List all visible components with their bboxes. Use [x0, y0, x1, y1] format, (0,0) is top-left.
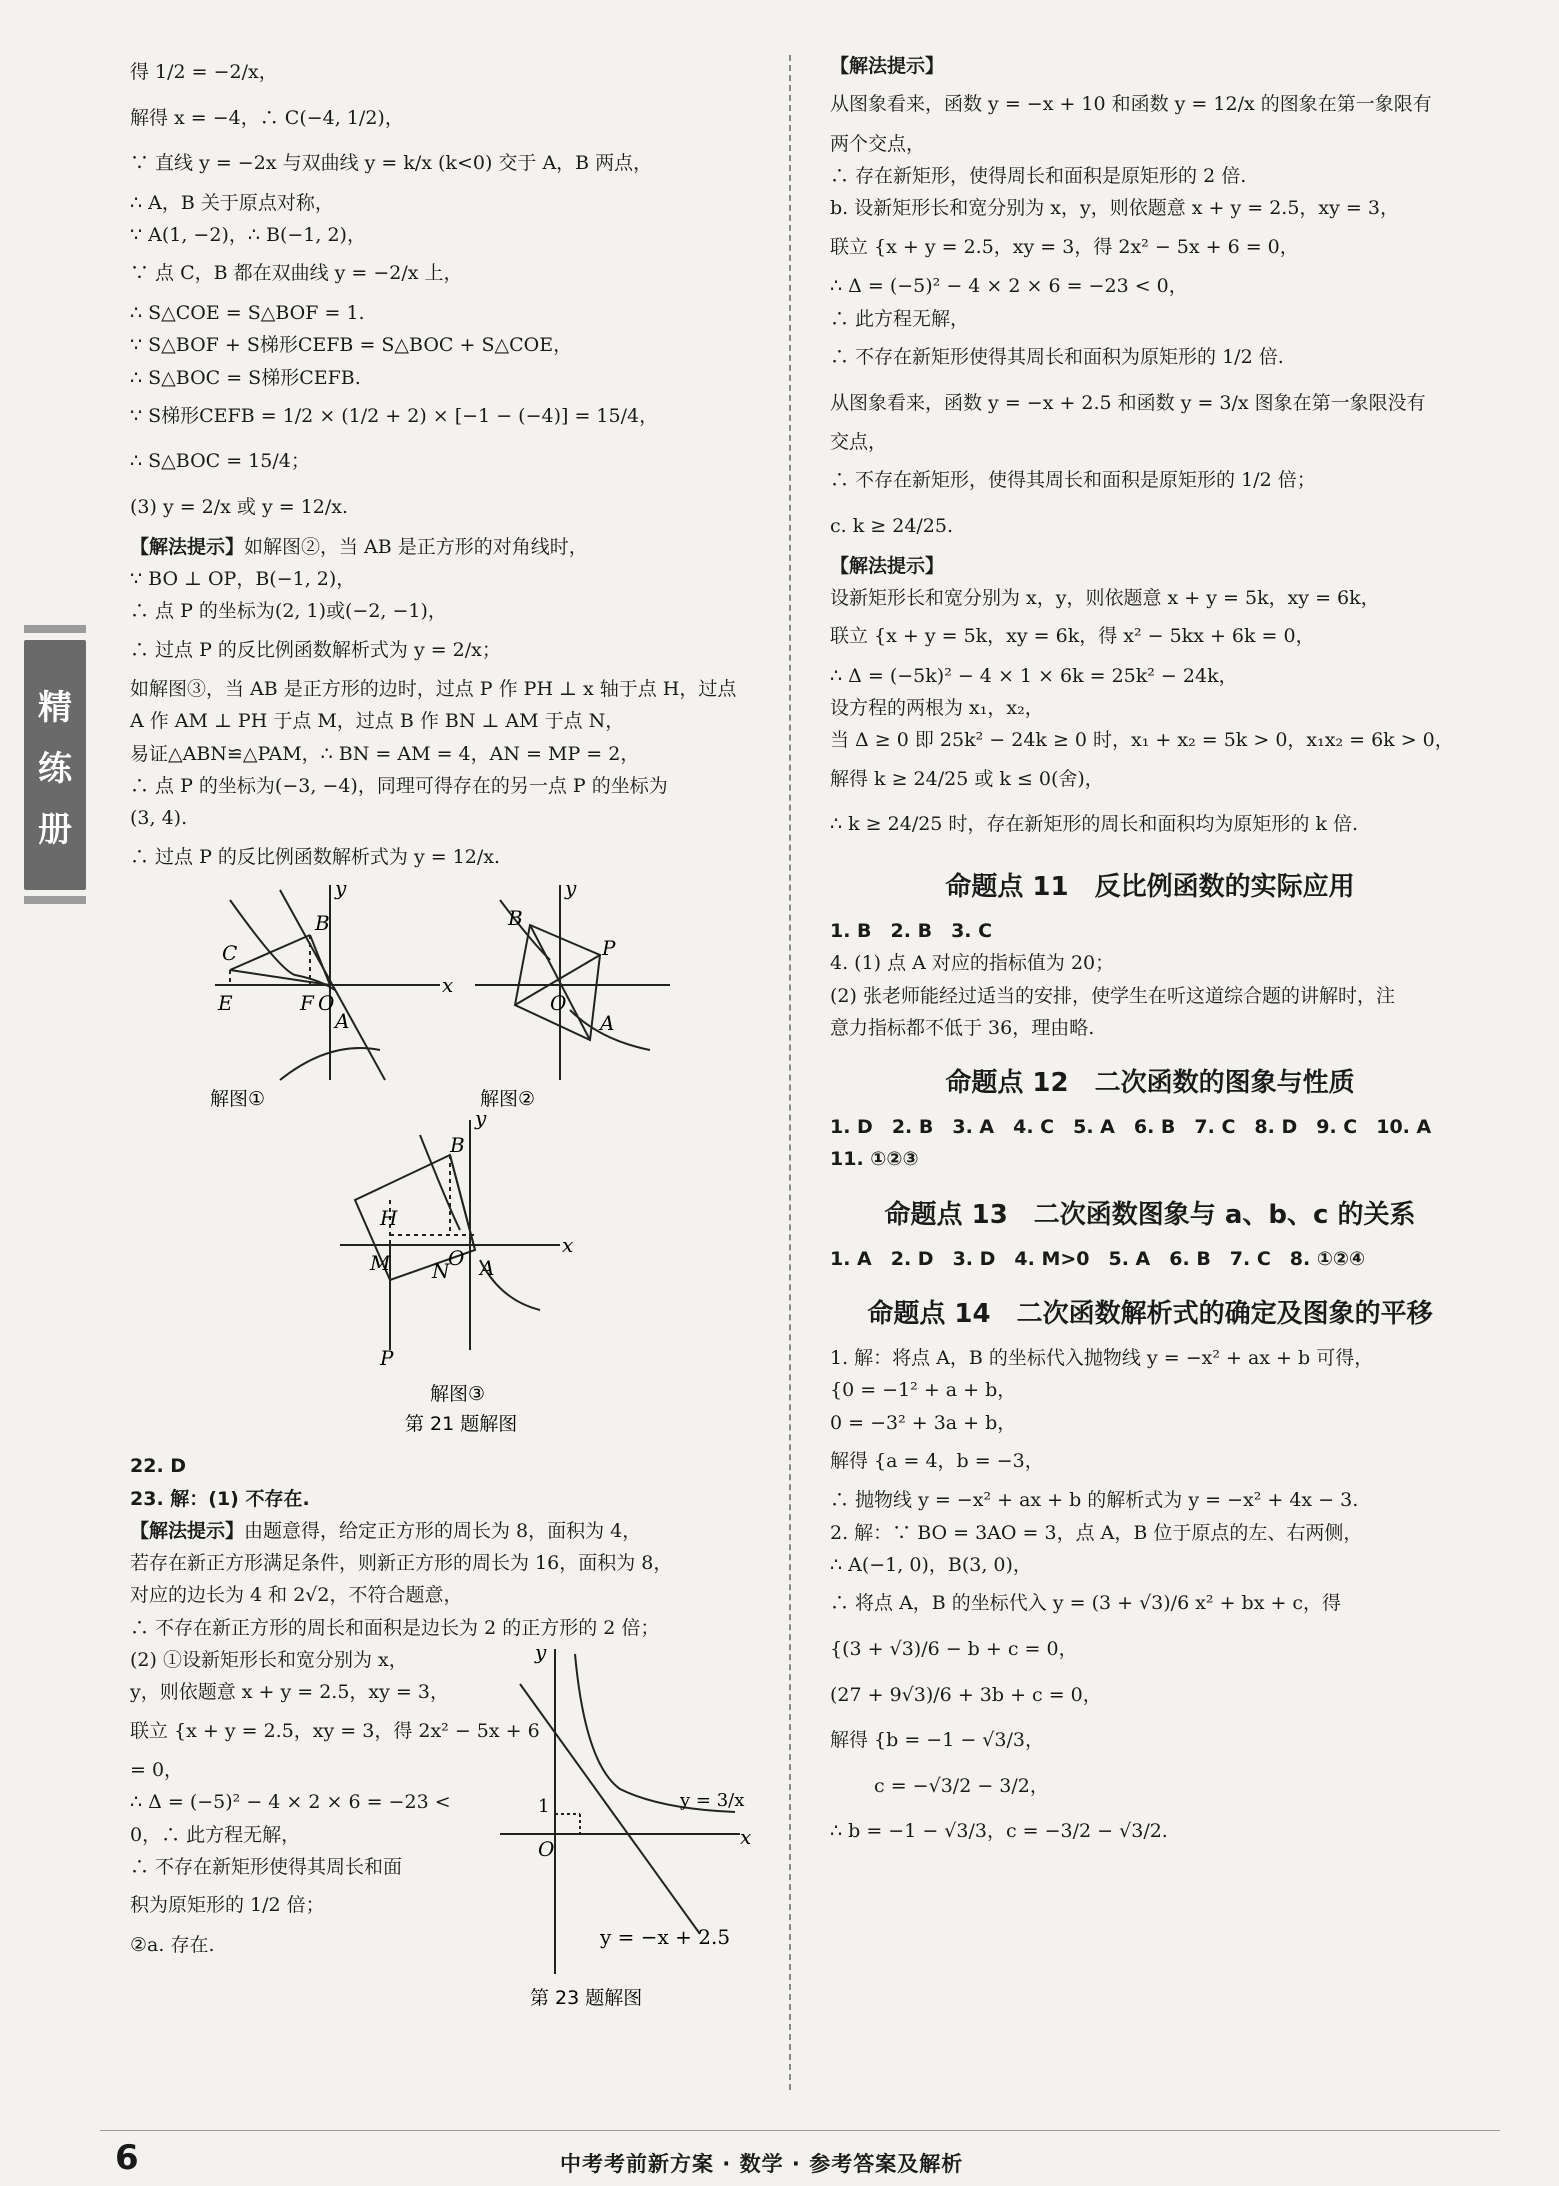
section-title-11: 命题点 11 反比例函数的实际应用 — [945, 871, 1355, 902]
text-line: ∴ 不存在新矩形使得其周长和面 — [130, 1856, 403, 1879]
fig1-label-B: B — [315, 911, 330, 936]
text-line: ∴ A(−1, 0)，B(3, 0)， — [830, 1554, 1032, 1577]
fig2-caption: 解图② — [480, 1088, 536, 1111]
text-line: ∴ A，B 关于原点对称， — [130, 191, 334, 214]
fig3-label-N: N — [432, 1259, 450, 1284]
text-line: 得 1/2 = −2/x， — [130, 61, 278, 83]
fig-group-caption: 第 21 题解图 — [405, 1413, 518, 1436]
text-line: 若存在新正方形满足条件，则新正方形的周长为 16，面积为 8， — [130, 1552, 673, 1575]
side-tab-top-band — [24, 625, 86, 633]
text-line: 设方程的两根为 x₁，x₂， — [830, 697, 1044, 720]
text-line: 如解图②，当 AB 是正方形的对角线时， — [244, 535, 588, 558]
text-line: (27 + 9√3)/6 + 3b + c = 0， — [830, 1683, 1102, 1706]
text-line: ∴ 存在新矩形，使得周长和面积是原矩形的 2 倍. — [830, 165, 1247, 188]
text-line: c. k ≥ 24/25. — [830, 515, 954, 538]
answers-13: 1. A 2. D 3. D 4. M>0 5. A 6. B 7. C 8. ①②④ — [830, 1247, 1366, 1270]
fig2-label-B: B — [508, 906, 523, 931]
text-line: ∵ S梯形CEFB = 1/2 × (1/2 + 2) × [−1 − (−4)] = 15/4， — [130, 404, 659, 427]
side-tab-bottom-band — [24, 896, 86, 904]
fig3-label-M: M — [370, 1251, 391, 1276]
figures-21-svg — [130, 880, 770, 1450]
fig1-label-O: O — [318, 991, 335, 1016]
page-number: 6 — [115, 2138, 139, 2178]
fig23-label-one: 1 — [538, 1795, 550, 1817]
fig3-label-H: H — [380, 1206, 398, 1231]
section-title-13: 命题点 13 二次函数图象与 a、b、c 的关系 — [884, 1199, 1416, 1230]
text-line: ∴ Δ = (−5k)² − 4 × 1 × 6k = 25k² − 24k， — [830, 664, 1238, 687]
text-line: ∵ 点 C，B 都在双曲线 y = −2/x 上， — [130, 262, 463, 285]
fig2-label-O: O — [550, 991, 567, 1016]
text-line: 积为原矩形的 1/2 倍； — [130, 1894, 325, 1917]
side-tab — [24, 640, 86, 890]
text-line: ∴ Δ = (−5)² − 4 × 2 × 6 = −23 < 0， — [830, 275, 1188, 298]
text-line: (3, 4). — [130, 807, 188, 830]
side-tab-char: 册 — [38, 809, 72, 850]
column-divider — [789, 55, 791, 2090]
text-line: ∴ S△COE = S△BOF = 1. — [130, 301, 365, 324]
fig1-caption: 解图① — [210, 1088, 266, 1111]
text-line: 联立 {x + y = 2.5，xy = 3，得 2x² − 5x + 6 = 0， — [830, 235, 1299, 258]
text-line: {(3 + √3)/6 − b + c = 0， — [830, 1637, 1078, 1660]
text-line: (2) ①设新矩形长和宽分别为 x， — [130, 1648, 408, 1671]
question-23-part2 — [130, 1644, 770, 2044]
text-line: 两个交点， — [830, 132, 926, 155]
fig1-label-y: y — [335, 880, 347, 901]
fig23-line-label: y = −x + 2.5 — [600, 1924, 731, 1949]
text-line: b. 设新矩形长和宽分别为 x，y，则依题意 x + y = 2.5，xy = 3， — [830, 197, 1399, 220]
text-line: y，则依题意 x + y = 2.5，xy = 3， — [130, 1681, 449, 1704]
part2-text — [130, 1644, 540, 1961]
text-line: ∵ A(1, −2)，∴ B(−1, 2)， — [130, 224, 366, 247]
side-tab-char: 精 — [38, 687, 72, 728]
text-line: 0，∴ 此方程无解， — [130, 1823, 301, 1846]
text-line: {0 = −1² + a + b， — [830, 1379, 1017, 1402]
hint-block — [130, 1515, 770, 1547]
text-line: ∵ BO ⊥ OP，B(−1, 2)， — [130, 567, 356, 590]
text-line: 易证△ABN≌△PAM，∴ BN = AM = 4，AN = MP = 2， — [130, 742, 640, 765]
fig2-label-A: A — [600, 1011, 615, 1036]
fig1-label-A: A — [335, 1009, 350, 1034]
text-line: 解得 {b = −1 − √3/3， — [830, 1729, 1044, 1752]
answers-12: 1. D 2. B 3. A 4. C 5. A 6. B 7. C 8. D 9. C 10. A — [830, 1116, 1432, 1139]
footer-rule — [100, 2130, 1500, 2131]
figure-2 — [475, 885, 670, 1080]
text-line: (2) 张老师能经过适当的安排，使学生在听这道综合题的讲解时，注 — [830, 984, 1395, 1007]
hint-label: 【解法提示】 — [830, 55, 945, 77]
text-line: A 作 AM ⊥ PH 于点 M，过点 B 作 BN ⊥ AM 于点 N， — [130, 710, 625, 733]
fig3-label-x: x — [562, 1233, 574, 1258]
text-line: 从图象看来，函数 y = −x + 2.5 和函数 y = 3/x 图象在第一象限没有 — [830, 391, 1426, 414]
text-line: ②a. 存在. — [130, 1933, 215, 1956]
fig3-label-y: y — [475, 1106, 487, 1131]
fig2-label-P: P — [602, 936, 616, 961]
fig23-label-y: y — [535, 1643, 547, 1664]
text-line: (3) y = 2/x 或 y = 12/x. — [130, 496, 349, 519]
text-line: c = −√3/2 − 3/2， — [830, 1774, 1049, 1797]
fig3-label-B: B — [450, 1133, 465, 1158]
fig3-label-A: A — [480, 1256, 495, 1281]
text-line: 4. (1) 点 A 对应的指标值为 20； — [830, 952, 1115, 975]
fig3-caption: 解图③ — [430, 1383, 486, 1406]
text-line: ∴ S△BOC = 15/4； — [130, 450, 310, 473]
fig3-label-O: O — [448, 1246, 465, 1271]
text-line: ∴ 不存在新正方形的周长和面积是边长为 2 的正方形的 2 倍； — [130, 1616, 660, 1639]
text-line: ∴ 点 P 的坐标为(2, 1)或(−2, −1)， — [130, 600, 447, 623]
fig1-label-x: x — [442, 973, 454, 998]
right-column — [830, 50, 1470, 1855]
text-line: ∵ 直线 y = −2x 与双曲线 y = k/x (k<0) 交于 A，B 两点， — [130, 152, 653, 175]
text-line: = 0， — [130, 1759, 184, 1782]
fig1-label-E: E — [218, 991, 233, 1016]
fig23-label-O: O — [538, 1836, 555, 1861]
text-line: ∴ Δ = (−5)² − 4 × 2 × 6 = −23 < — [130, 1791, 451, 1814]
text-line: ∴ 点 P 的坐标为(−3, −4)，同理可得存在的另一点 P 的坐标为 — [130, 775, 668, 798]
text-line: 0 = −3² + 3a + b， — [830, 1411, 1017, 1434]
text-line: ∴ S△BOC = S梯形CEFB. — [130, 366, 361, 389]
section-title-12: 命题点 12 二次函数的图象与性质 — [945, 1068, 1355, 1099]
text-line: 2. 解：∵ BO = 3AO = 3，点 A，B 位于原点的左、右两侧， — [830, 1521, 1363, 1544]
hint-label: 【解法提示】 — [830, 554, 945, 577]
text-line: ∴ k ≥ 24/25 时，存在新矩形的周长和面积均为原矩形的 k 倍. — [830, 813, 1359, 836]
text-line: 交点， — [830, 431, 888, 454]
text-line: 解得 k ≥ 24/25 或 k ≤ 0(舍)， — [830, 767, 1104, 790]
left-column — [130, 50, 770, 2044]
text-line: ∴ 将点 A，B 的坐标代入 y = (3 + √3)/6 x² + bx + c，得 — [830, 1592, 1342, 1615]
figure-23-svg — [500, 1644, 770, 2024]
text-line: 对应的边长为 4 和 2√2，不符合题意， — [130, 1584, 463, 1607]
fig23-label-x: x — [740, 1824, 752, 1849]
text-line: 意力指标都不低于 36，理由略. — [830, 1016, 1095, 1039]
answer-23: 23. 解：(1) 不存在. — [130, 1487, 310, 1510]
text-line: 设新矩形长和宽分别为 x，y，则依题意 x + y = 5k，xy = 6k， — [830, 586, 1380, 609]
answers-12-line2: 11. ①②③ — [830, 1148, 919, 1171]
text-line: 解得 x = −4，∴ C(−4, 1/2)， — [130, 106, 404, 129]
fig23-caption: 第 23 题解图 — [530, 1986, 643, 2009]
text-line: 联立 {x + y = 5k，xy = 6k，得 x² − 5kx + 6k = 0， — [830, 625, 1315, 648]
text-line: ∴ b = −1 − √3/3，c = −3/2 − √3/2. — [830, 1820, 1168, 1843]
text-line: 1. 解：将点 A，B 的坐标代入抛物线 y = −x² + ax + b 可得， — [830, 1346, 1374, 1369]
text-line: 由题意得，给定正方形的周长为 8，面积为 4， — [244, 1519, 642, 1542]
text-line: ∵ S△BOF + S梯形CEFB = S△BOC + S△COE， — [130, 334, 573, 357]
footer-title: 中考考前新方案 · 数学 · 参考答案及解析 — [560, 2152, 964, 2176]
text-line: 从图象看来，函数 y = −x + 10 和函数 y = 12/x 的图象在第一象限有 — [830, 93, 1432, 116]
fig1-label-C: C — [222, 941, 238, 966]
hint-block — [130, 531, 770, 563]
text-line: ∴ 过点 P 的反比例函数解析式为 y = 2/x； — [130, 638, 501, 661]
hint-label: 【解法提示】 — [130, 535, 245, 558]
fig23-curve-label: y = 3/x — [680, 1789, 745, 1811]
text-line: ∴ 不存在新矩形，使得其周长和面积是原矩形的 1/2 倍； — [830, 469, 1316, 492]
fig1-label-F: F — [300, 991, 314, 1016]
hint-label: 【解法提示】 — [130, 1519, 245, 1542]
figure-group-21 — [130, 880, 770, 1450]
fig2-label-y: y — [565, 880, 577, 901]
text-line: 解得 {a = 4，b = −3， — [830, 1449, 1044, 1472]
text-line: 联立 {x + y = 2.5，xy = 3，得 2x² − 5x + 6 — [130, 1719, 540, 1742]
answer-22: 22. D — [130, 1455, 187, 1478]
fig3-label-P: P — [380, 1346, 394, 1371]
answers-11: 1. B 2. B 3. C — [830, 919, 993, 942]
text-line: ∴ 不存在新矩形使得其周长和面积为原矩形的 1/2 倍. — [830, 345, 1284, 368]
text-line: ∴ 抛物线 y = −x² + ax + b 的解析式为 y = −x² + 4x − 3. — [830, 1489, 1359, 1512]
text-line: ∴ 此方程无解， — [830, 307, 970, 330]
text-line: 如解图③，当 AB 是正方形的边时，过点 P 作 PH ⊥ x 轴于点 H，过点 — [130, 678, 737, 701]
text-line: 当 Δ ≥ 0 即 25k² − 24k ≥ 0 时，x₁ + x₂ = 5k > 0，x₁x₂ = 6k > 0， — [830, 729, 1454, 752]
side-tab-char: 练 — [38, 748, 72, 789]
section-title-14: 命题点 14 二次函数解析式的确定及图象的平移 — [867, 1298, 1433, 1329]
text-line: ∴ 过点 P 的反比例函数解析式为 y = 12/x. — [130, 845, 501, 868]
